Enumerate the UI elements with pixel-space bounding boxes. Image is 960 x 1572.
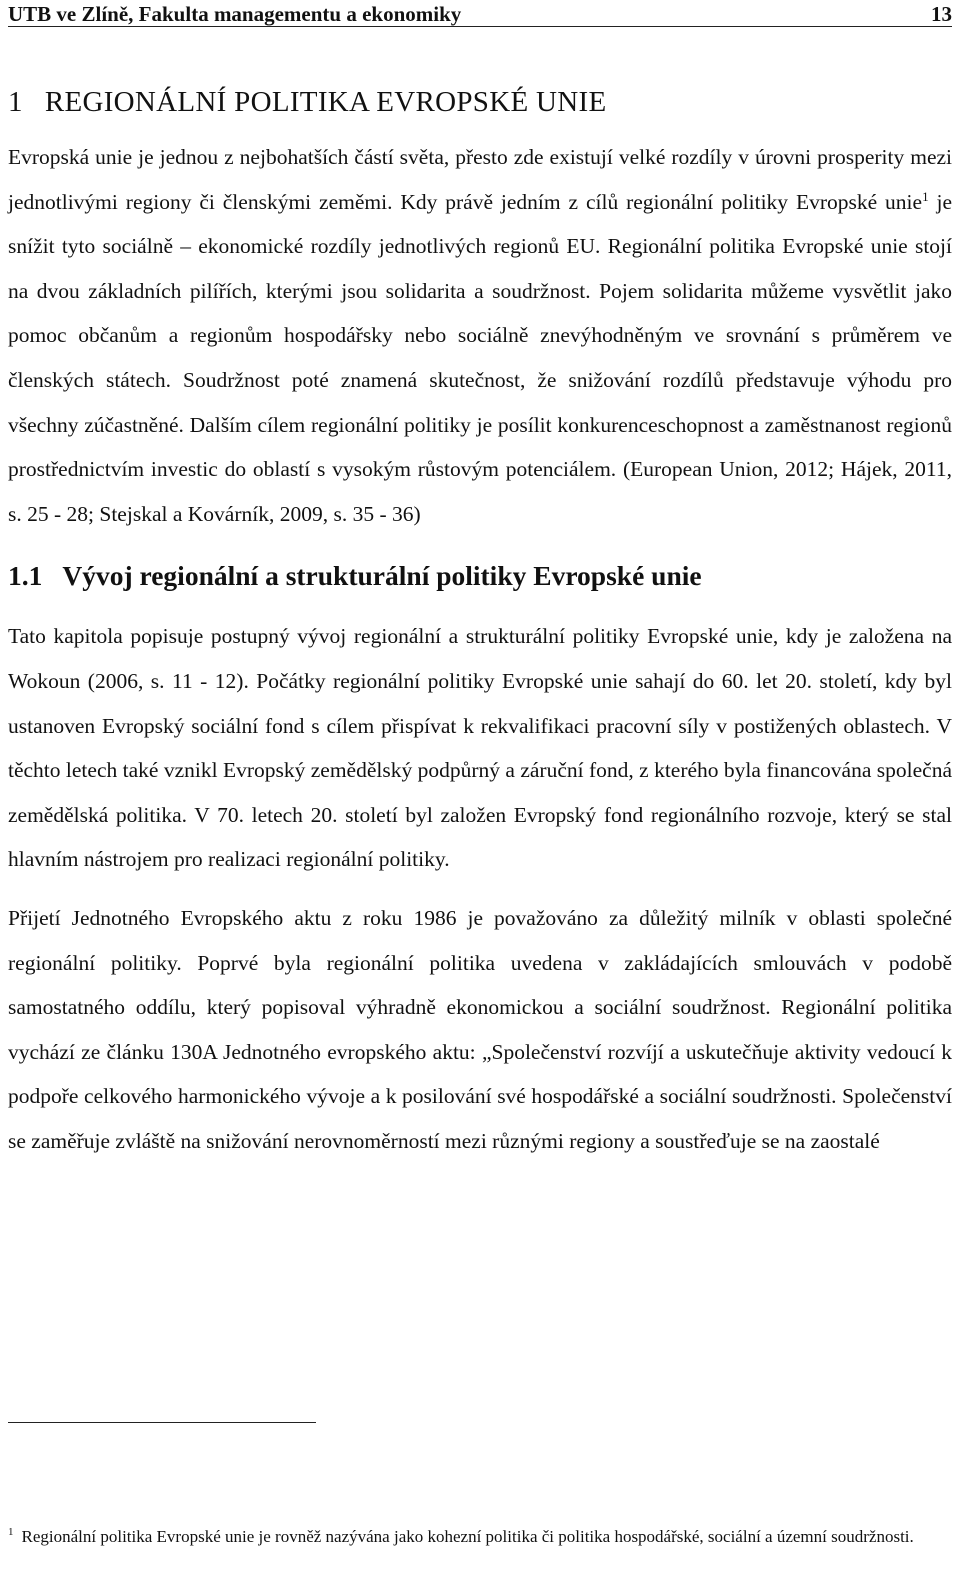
section-number: 1.1 xyxy=(8,560,43,592)
footnote-separator xyxy=(8,1422,316,1423)
running-header xyxy=(8,0,952,27)
paragraph-intro-text-b: je snížit tyto sociálně – ekonomické rozdíly jednotlivých regionů EU. Regionální politika Evropské unie stojí na dvou základních pilířích, kterými jsou solidarita a soudržnost. Pojem solidarita můžeme vysvětlit jako pomoc občanům a regionům hospodářsky nebo sociálně znevýhodněným ve srovnání s průměrem ve členských státech. Soudržnost poté znamená skutečnost, že snižování rozdílů představuje výhodu pro všechny zúčastněné. Dalším cílem regionální politiky je posílit konkurenceschopnost a zaměstnanost regionů prostřednictvím investic do oblastí s vysokým růstovým potenciálem. (European Union, 2012; Hájek, 2011, s. 25 - 28; Stejskal a Kovárník, 2009, s. 35 - 36) xyxy=(8,189,952,526)
header-page-number: 13 xyxy=(931,2,952,26)
footnote-text: Regionální politika Evropské unie je rovněž nazývána jako kohezní politika či politika hospodářské, sociální a územní soudržnosti. xyxy=(21,1527,914,1546)
footnote-number: 1 xyxy=(8,1526,14,1539)
paragraph-intro xyxy=(8,135,952,536)
header-institution: UTB ve Zlíně, Fakulta managementu a ekonomiky xyxy=(8,2,462,26)
section-heading xyxy=(8,556,952,596)
paragraph-history: Tato kapitola popisuje postupný vývoj regionální a strukturální politiky Evropské unie, kdy je založena na Wokoun (2006, s. 11 - 12). Počátky regionální politiky Evropské unie sahají do 60. let 20. století, kdy byl ustanoven Evropský sociální fond s cílem přispívat k rekvalifikaci pracovní síly v postižených oblastech. V těchto letech také vznikl Evropský zemědělský podpůrný a záruční fond, z kterého byla financována společná zemědělská politika. V 70. letech 20. století byl založen Evropský fond regionálního rozvoje, který se stal hlavním nástrojem pro realizaci regionální politiky. xyxy=(8,624,952,872)
section-title: Vývoj regionální a strukturální politiky Evropské unie xyxy=(62,560,702,592)
paragraph-single-act: Přijetí Jednotného Evropského aktu z roku 1986 je považováno za důležitý milník v oblasti společné regionální politiky. Poprvé byla regionální politika uvedena v zakládajících smlouvách v podobě samostatného oddílu, který popisoval výhradně ekonomickou a sociální soudržnost. Regionální politika vychází ze článku 130A Jednotného evropského aktu: „Společenství rozvíjí a uskutečňuje aktivity vedoucí k podpoře celkového harmonického vývoje a k posilování své hospodářské a sociální soudržnosti. Společenství se zaměřuje zvláště na snižování nerovnoměrností mezi různými regiony a soustřeďuje se na zaostalé xyxy=(8,905,952,1153)
footnote-reference[interactable]: 1 xyxy=(922,188,929,204)
chapter-number: 1 xyxy=(8,86,23,118)
chapter-heading xyxy=(8,85,952,119)
paragraph-intro-text-a: Evropská unie je jednou z nejbohatších částí světa, přesto zde existují velké rozdíly v úrovni prosperity mezi jednotlivými regiony či členskými zeměmi. Kdy právě jedním z cílů regionální politiky Evropské unie xyxy=(8,145,952,214)
chapter-title: REGIONÁLNÍ POLITIKA EVROPSKÉ UNIE xyxy=(44,86,607,118)
footnote xyxy=(8,1524,952,1549)
document-page xyxy=(8,0,952,1163)
